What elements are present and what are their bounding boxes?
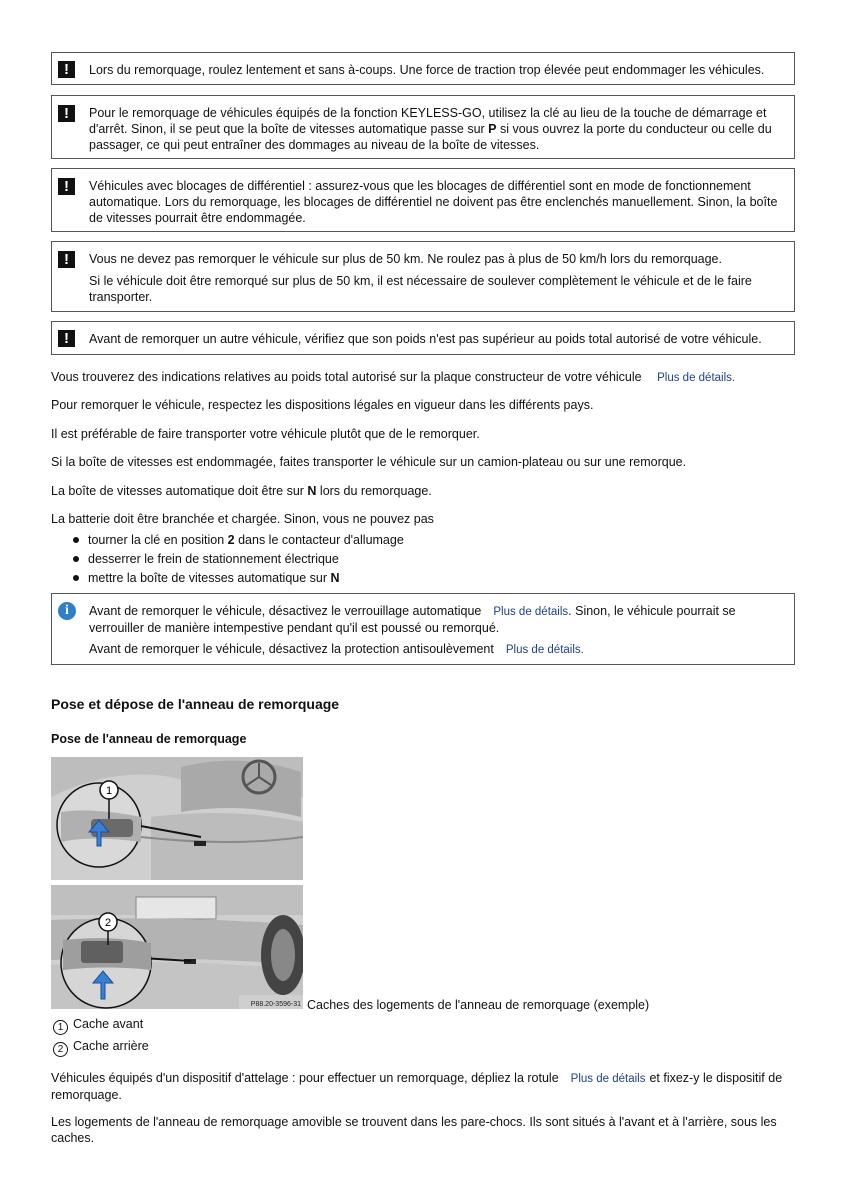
warning-text-secondary: Si le véhicule doit être remorqué sur plus de 50 km, il est nécessaire de soulever complètement le véhicule et de le faire transporter.: [89, 274, 752, 304]
warning-text: Pour le remorquage de véhicules équipés de la fonction KEYLESS-GO, utilisez la clé au lieu de la touche de démarrage et d'arrêt. Sinon, il se peut que la boîte de vitesses automatique passe sur P si vous ouvrez la porte du conducteur ou celle du passager, ce qui peut entraîner des dommages au niveau de la boîte de vitesses.: [89, 106, 772, 152]
front-bumper-illustration: [51, 757, 303, 880]
paragraph: [51, 483, 801, 499]
details-link[interactable]: Plus de détails.: [657, 372, 736, 384]
paragraph: [51, 1070, 796, 1103]
exclamation-icon: !: [58, 61, 75, 78]
warning-box: [51, 321, 795, 355]
info-text: Avant de remorquer le véhicule, désactivez le verrouillage automatique Plus de détails. Sinon, le véhicule pourrait se verrouiller de manière intempestive pendant qu'il est poussé ou remorqué.: [89, 604, 736, 635]
paragraph-text: et fixez-y le dispositif de remorquage.: [51, 1071, 783, 1102]
warning-text: Lors du remorquage, roulez lentement et sans à-coups. Une force de traction trop élevée peut endommager les véhicules.: [89, 63, 765, 77]
callout-number-icon: 1: [53, 1020, 68, 1035]
callout-1: 1: [105, 785, 113, 797]
info-text-secondary: Avant de remorquer le véhicule, désactivez la protection antisoulèvement Plus de détails.: [89, 642, 584, 656]
subsection-title: Pose de l'anneau de remorquage: [51, 732, 247, 746]
paragraph: Les logements de l'anneau de remorquage amovible se trouvent dans les pare-chocs. Ils sont situés à l'avant et à l'arrière, sous les caches.: [51, 1115, 777, 1145]
paragraph: Si la boîte de vitesses est endommagée, faites transporter le véhicule sur un camion-plateau ou sur une remorque.: [51, 455, 687, 469]
callout-number-icon: 2: [53, 1042, 68, 1057]
bullet-icon: [73, 575, 79, 581]
legend-label: Cache avant: [73, 1017, 144, 1031]
bullet-icon: [73, 556, 79, 562]
exclamation-icon: !: [58, 105, 75, 122]
details-link[interactable]: Plus de détails: [493, 606, 569, 618]
details-link-label[interactable]: Plus de détails: [657, 372, 732, 384]
figure-caption: Caches des logements de l'anneau de remorquage (exemple): [307, 998, 650, 1012]
info-box: [51, 593, 795, 665]
list-item-text: mettre la boîte de vitesses automatique sur N: [88, 571, 340, 585]
section-title: Pose et dépose de l'anneau de remorquage: [51, 696, 340, 712]
exclamation-icon: !: [58, 178, 75, 195]
legend-item: [53, 1016, 143, 1035]
details-link[interactable]: Plus de détails.: [505, 644, 584, 656]
info-icon: i: [58, 602, 76, 620]
paragraph-text: La boîte de vitesses automatique doit être sur: [51, 484, 308, 498]
warning-box: [51, 52, 795, 85]
legend-item: [53, 1038, 149, 1057]
list-item-text: tourner la clé en position 2 dans le contacteur d'allumage: [88, 533, 404, 547]
rear-bumper-illustration: [51, 885, 303, 1009]
warning-text: Avant de remorquer un autre véhicule, vérifiez que son poids n'est pas supérieur au poids total autorisé de votre véhicule.: [89, 332, 762, 346]
paragraph: Pour remorquer le véhicule, respectez les dispositions légales en vigueur dans les différents pays.: [51, 398, 594, 412]
front-bumper-image: [51, 757, 303, 880]
warning-box: [51, 95, 795, 159]
legend-label: Cache arrière: [73, 1039, 149, 1053]
paragraph: [51, 369, 801, 386]
rear-bumper-image: [51, 885, 303, 1009]
paragraph-text: lors du remorquage.: [316, 484, 432, 498]
paragraph-bold: N: [307, 484, 317, 498]
paragraph-text: Véhicules équipés d'un dispositif d'attelage : pour effectuer un remorquage, dépliez la rotule: [51, 1071, 559, 1085]
figure-code: P88.20-3596-31: [250, 1001, 301, 1008]
warning-box: [51, 168, 795, 232]
warning-text: Vous ne devez pas remorquer le véhicule sur plus de 50 km. Ne roulez pas à plus de 50 km/h lors du remorquage.: [89, 252, 722, 266]
paragraph: Il est préférable de faire transporter votre véhicule plutôt que de le remorquer.: [51, 427, 480, 441]
callout-2: 2: [104, 917, 112, 929]
exclamation-icon: !: [58, 251, 75, 268]
details-link[interactable]: Plus de détails: [570, 1073, 646, 1085]
exclamation-icon: !: [58, 330, 75, 347]
paragraph: La batterie doit être branchée et chargée. Sinon, vous ne pouvez pas: [51, 512, 434, 526]
warning-text: Véhicules avec blocages de différentiel : assurez-vous que les blocages de différentiel sont en mode de fonctionnement automatique. Lors du remorquage, les blocages de différentiel ne doivent pas être enclenchés manuellement. Sinon, la boîte de vitesses pourrait être endommagée.: [89, 179, 778, 225]
warning-box: [51, 241, 795, 312]
paragraph-text: Vous trouverez des indications relatives au poids total autorisé sur la plaque constructeur de votre véhicule: [51, 370, 642, 384]
bullet-icon: [73, 537, 79, 543]
list-item-text: desserrer le frein de stationnement électrique: [88, 552, 339, 566]
